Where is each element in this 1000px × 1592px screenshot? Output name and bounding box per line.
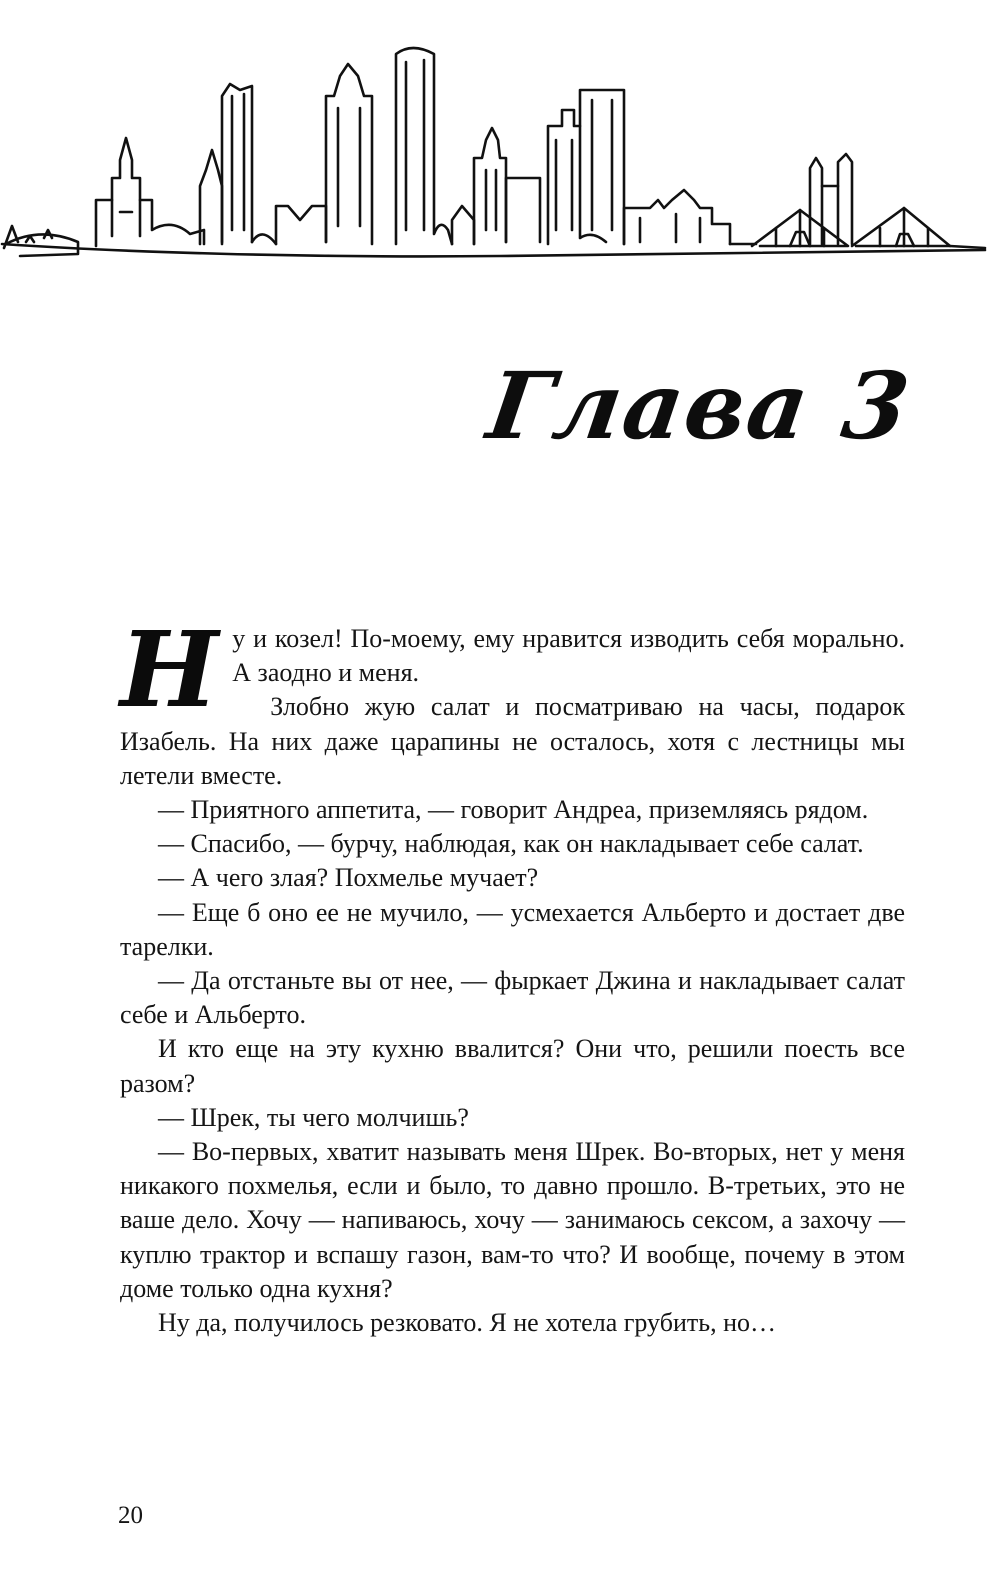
paragraph: — Да отстаньте вы от нее, — фыркает Джина и накладывает салат себе и Альберто. <box>120 966 905 1030</box>
chapter-body-text <box>120 608 905 1340</box>
page-number: 20 <box>118 1502 143 1529</box>
paragraph-1-text: у и козел! По-моему, ему нравится изводить себя морально. А заодно и меня. <box>232 624 905 688</box>
paragraph: — Шрек, ты чего молчишь? <box>158 1102 469 1132</box>
paragraph: И кто еще на эту кухню ввалится? Они что, решили поесть все разом? <box>120 1034 905 1098</box>
paragraph: — Приятного аппетита, — говорит Андреа, приземляясь рядом. <box>158 795 869 825</box>
paragraph: — Во-первых, хватит называть меня Шрек. Во-вторых, нет у меня никакого похмелья, если и было, то давно прошло. В-третьих, это не ваше дело. Хочу — напиваюсь, хочу — занимаюсь сексом, а захочу — куплю трактор и вспашу газон, вам-то что? И вообще, почему в этом доме только одна кухня? <box>120 1137 905 1303</box>
chapter-title: Глава 3 <box>481 352 918 460</box>
paragraph-last: Ну да, получилось резковато. Я не хотела грубить, но… <box>158 1308 776 1338</box>
city-skyline-illustration <box>0 30 1000 270</box>
drop-cap-letter: Н <box>120 608 219 731</box>
paragraph-opening <box>120 608 905 731</box>
paragraph: Злобно жую салат и посматриваю на часы, подарок Изабель. На них даже царапины не осталось, хотя с лестницы мы летели вместе. <box>120 692 905 790</box>
paragraph: — Спасибо, — бурчу, наблюдая, как он накладывает себе салат. <box>158 829 864 859</box>
paragraph: — А чего злая? Похмелье мучает? <box>158 863 539 893</box>
paragraph: — Еще б оно ее не мучило, — усмехается Альберто и достает две тарелки. <box>120 897 905 961</box>
